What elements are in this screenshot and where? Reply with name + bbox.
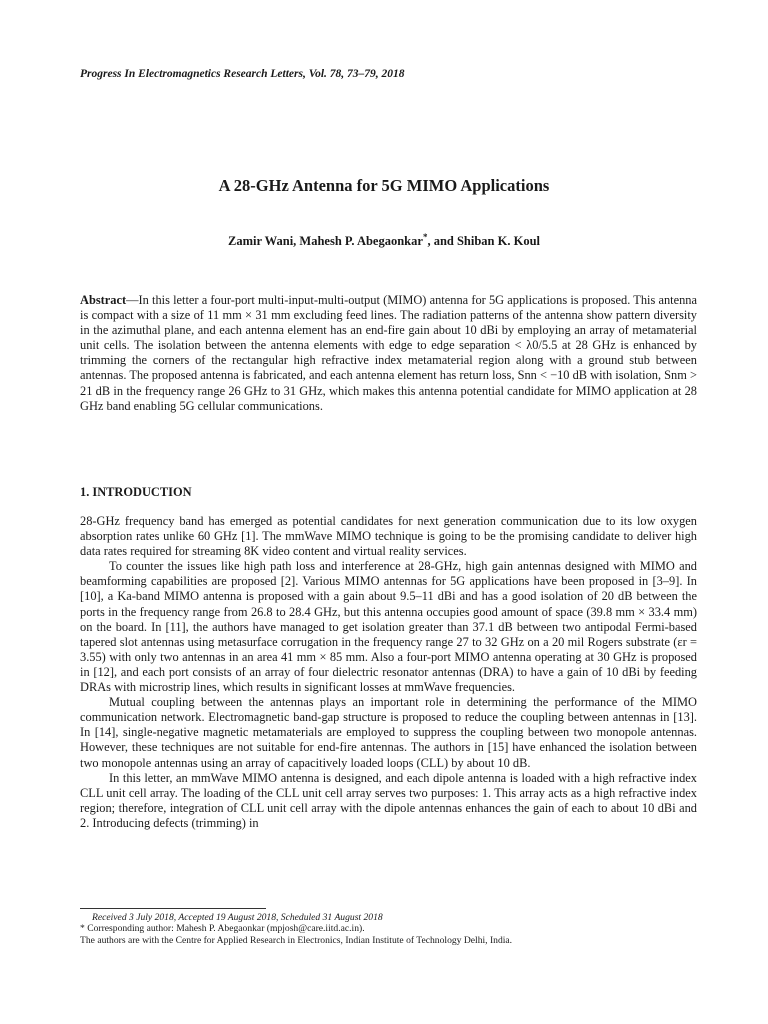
section-heading-introduction: 1. INTRODUCTION (80, 485, 192, 499)
footnotes (80, 912, 720, 946)
abstract (80, 293, 697, 414)
paper-title: A 28-GHz Antenna for 5G MIMO Applications (218, 176, 550, 195)
corresponding-author-note: * Corresponding author: Mahesh P. Abegaonkar (mpjosh@care.iitd.ac.in). (80, 923, 365, 935)
journal-citation: Progress In Electromagnetics Research Letters, Vol. 78, 73–79, 2018 (80, 68, 405, 80)
introduction-body (80, 514, 697, 831)
authors-before: Zamir Wani, Mahesh P. Abegaonkar (227, 234, 423, 249)
received-dates: Received 3 July 2018, Accepted 19 August 2018, Scheduled 31 August 2018 (92, 912, 383, 923)
corresponding-mark: * (422, 232, 428, 242)
abstract-label: Abstract (80, 293, 127, 307)
footnote-divider (80, 908, 266, 909)
authors-after: , and Shiban K. Koul (427, 234, 540, 249)
intro-paragraph-3: Mutual coupling between the antennas plays an important role in determining the performance of the MIMO communication network. Electromagnetic band-gap structure is proposed to reduce the coupling between antennas in [13]. In [14], single-negative magnetic metamaterials are employed to suppress the coupling between two monopole antennas. However, these techniques are not suitable for end-fire antennas. The authors in [15] have enhanced the isolation between two monopole antennas using an array of capacitively loaded loops (CLL) by about 10 dB. (80, 695, 697, 770)
affiliation-note: The authors are with the Centre for Applied Research in Electronics, Indian Institute of Technology Delhi, India. (80, 934, 513, 946)
abstract-text: —In this letter a four-port multi-input-multi-output (MIMO) antenna for 5G applications is proposed. This antenna is compact with a size of 11 mm × 31 mm excluding feed lines. The radiation patterns of the antenna show pattern diversity in the azimuthal plane, and each antenna element has an end-fire gain about 10 dBi by employing an array of metamaterial unit cells. The isolation between the antenna elements with edge to edge separation < λ0/5.5 at 28 GHz is enhanced by trimming the corners of the rectangular high refractive index metamaterial region along with a ground stub between antennas. The proposed antenna is fabricated, and each antenna element has return loss, Snn < −10 dB with isolation, Snm > 21 dB in the frequency range 26 GHz to 31 GHz, which makes this antenna potential candidate for MIMO application at 28 GHz band enabling 5G cellular communications. (80, 293, 697, 413)
intro-paragraph-4: In this letter, an mmWave MIMO antenna is designed, and each dipole antenna is loaded with a high refractive index CLL unit cell array. The loading of the CLL unit cell array serves two purposes: 1. This array acts as a high refractive index region; therefore, integration of CLL unit cell array with the dipole antennas enhances the gain of each to about 10 dBi and 2. Introducing defects (trimming) in (80, 770, 697, 830)
intro-paragraph-1: 28-GHz frequency band has emerged as potential candidates for next generation communication due to its low oxygen absorption rates unlike 60 GHz [1]. The mmWave MIMO technique is going to be the promising candidate to deliver high data rates required for streaming 8K video content and virtual reality services. (80, 514, 697, 559)
intro-paragraph-2: To counter the issues like high path loss and interference at 28-GHz, high gain antennas designed with MIMO and beamforming capabilities are proposed [2]. Various MIMO antennas for 5G applications have been proposed in [3–9]. In [10], a Ka-band MIMO antenna is proposed with a gain about 9.5–11 dBi and has a good isolation of 20 dB between the ports in the frequency range from 26.8 to 28.4 GHz, but this antenna occupies good amount of space (39.8 mm × 33.4 mm) on the board. In [11], the authors have managed to get isolation greater than 37.1 dB between two antipodal Fermi-based tapered slot antennas using metasurface corrugation in the frequency range 27 to 32 GHz on a 20 mil Rogers substrate (εr = 3.55) with only two antennas in an area 41 mm × 85 mm. Also a four-port MIMO antenna operating at 30 GHz is proposed in [12], and each port consists of an array of four dielectric resonator antennas (DRA) to have a gain of 10 dBi by feeding DRAs with microstrip lines, which results in significant losses at mmWave frequencies. (80, 559, 697, 695)
author-list (0, 232, 768, 249)
